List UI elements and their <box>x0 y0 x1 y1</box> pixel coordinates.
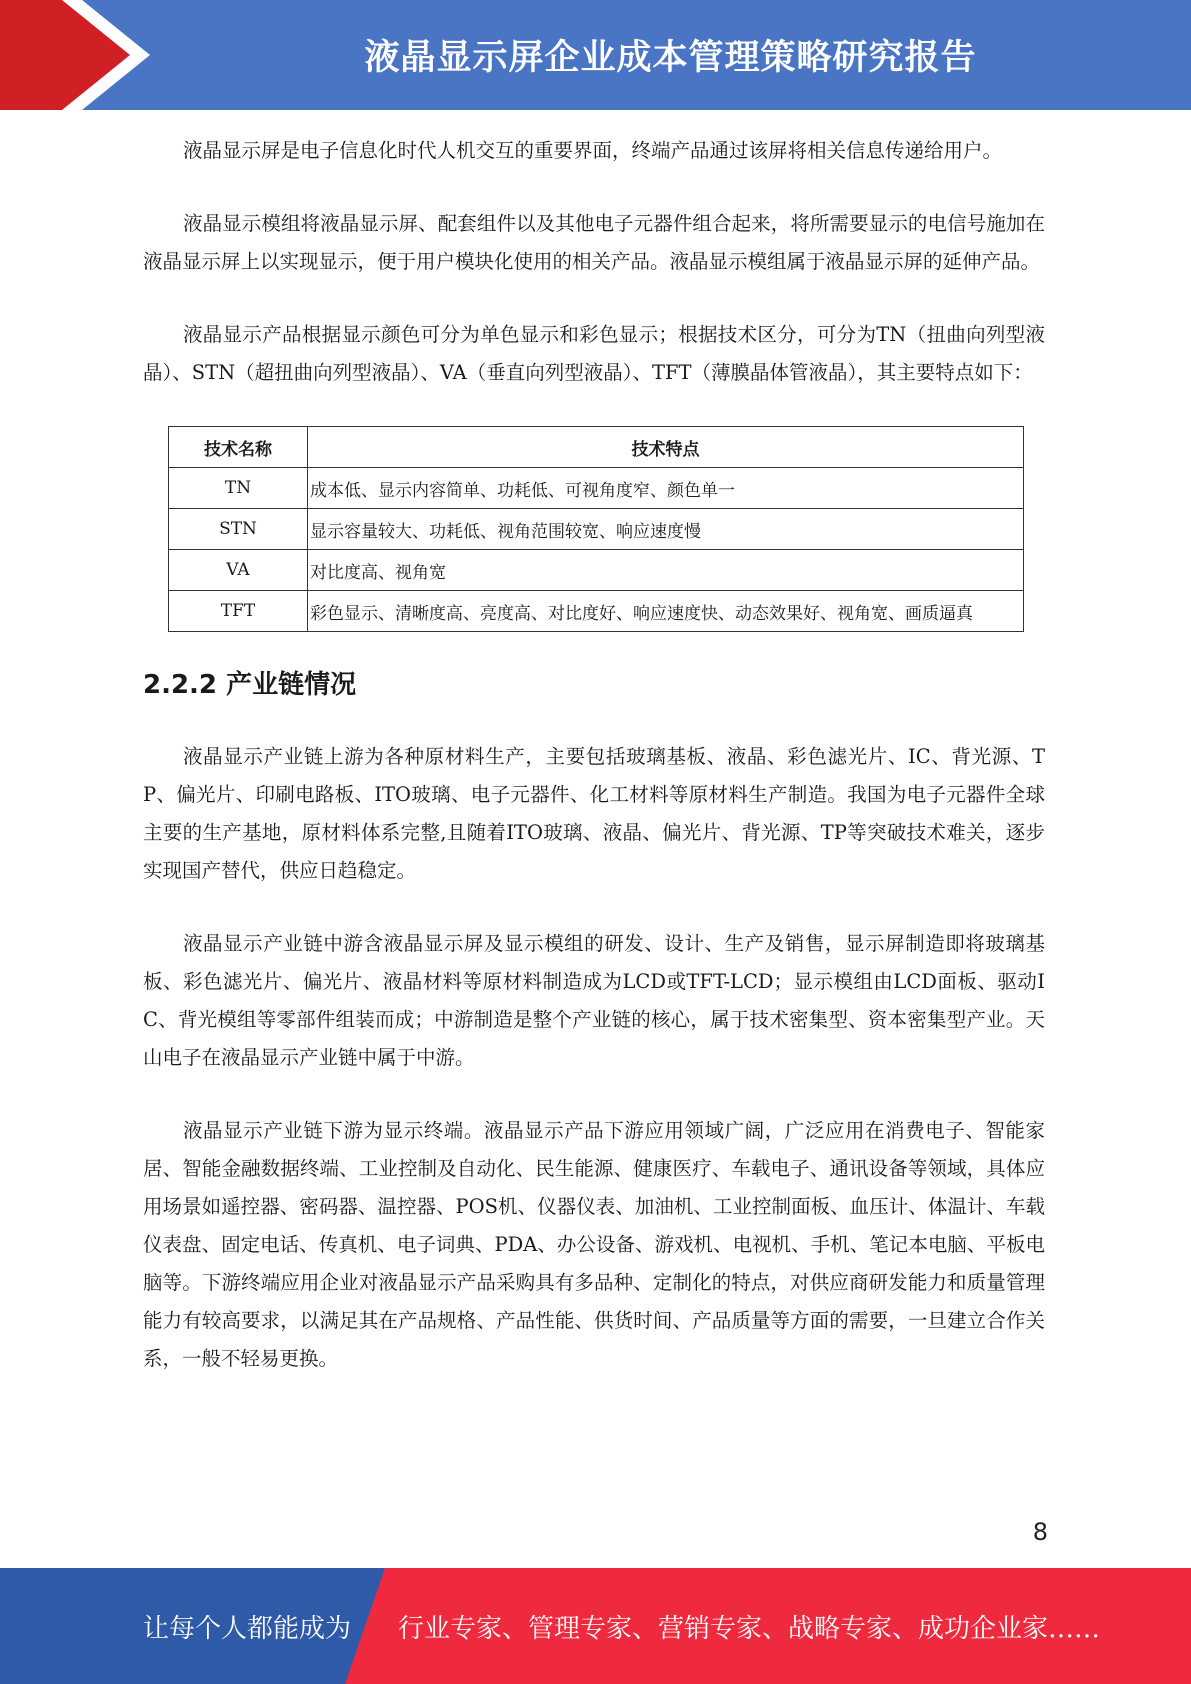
report-title: 液晶显示屏企业成本管理策略研究报告 <box>364 38 977 78</box>
table-cell-name: TFT <box>169 591 308 632</box>
table-cell-feature: 对比度高、视角宽 <box>308 550 1024 591</box>
section-heading: 2.2.2 产业链情况 <box>143 670 357 700</box>
intro-paragraph-2: 液晶显示模组将液晶显示屏、配套组件以及其他电子元器件组合起来，将所需要显示的电信号施加在液晶显示屏上以实现显示，便于用户模块化使用的相关产品。液晶显示模组属于液晶显示屏的延伸产品。 <box>143 212 1045 273</box>
table-header-feature: 技术特点 <box>308 427 1024 468</box>
intro-paragraph-3: 液晶显示产品根据显示颜色可分为单色显示和彩色显示；根据技术区分，可分为TN（扭曲向列型液晶）、STN（超扭曲向列型液晶）、VA（垂直向列型液晶）、TFT（薄膜晶体管液晶），其主要特点如下： <box>143 323 1045 384</box>
table-cell-feature: 彩色显示、清晰度高、亮度高、对比度好、响应速度快、动态效果好、视角宽、画质逼真 <box>308 591 1024 632</box>
page-number: 8 <box>1032 1518 1048 1546</box>
table-row <box>169 509 1024 550</box>
table-cell-feature: 显示容量较大、功耗低、视角范围较宽、响应速度慢 <box>308 509 1024 550</box>
table-cell-name: TN <box>169 468 308 509</box>
document-body <box>143 132 1045 1378</box>
table-header-name: 技术名称 <box>169 427 308 468</box>
intro-paragraph-1: 液晶显示屏是电子信息化时代人机交互的重要界面，终端产品通过该屏将相关信息传递给用户。 <box>183 139 1003 162</box>
section-paragraph-1: 液晶显示产业链上游为各种原材料生产，主要包括玻璃基板、液晶、彩色滤光片、IC、背光源、TP、偏光片、印刷电路板、ITO玻璃、电子元器件、化工材料等原材料生产制造。我国为电子元器件全球主要的生产基地，原材料体系完整,且随着ITO玻璃、液晶、偏光片、背光源、TP等突破技术难关，逐步实现国产替代，供应日趋稳定。 <box>143 745 1045 882</box>
footer-slogan-left: 让每个人都能成为 <box>143 1613 352 1644</box>
table-cell-name: STN <box>169 509 308 550</box>
technology-table <box>168 426 1024 632</box>
section-paragraph-3: 液晶显示产业链下游为显示终端。液晶显示产品下游应用领域广阔，广泛应用在消费电子、智能家居、智能金融数据终端、工业控制及自动化、民生能源、健康医疗、车载电子、通讯设备等领域，具体应用场景如遥控器、密码器、温控器、POS机、仪器仪表、加油机、工业控制面板、血压计、体温计、车载仪表盘、固定电话、传真机、电子词典、PDA、办公设备、游戏机、电视机、手机、笔记本电脑、平板电脑等。下游终端应用企业对液晶显示产品采购具有多品种、定制化的特点，对供应商研发能力和质量管理能力有较高要求，以满足其在产品规格、产品性能、供货时间、产品质量等方面的需要，一旦建立合作关系，一般不轻易更换。 <box>143 1119 1045 1370</box>
header-arrow-decoration <box>0 0 150 110</box>
table-cell-name: VA <box>169 550 308 591</box>
table-row <box>169 468 1024 509</box>
footer-banner <box>0 1568 1191 1684</box>
header-banner <box>0 0 1191 110</box>
table-row <box>169 591 1024 632</box>
section-paragraph-2: 液晶显示产业链中游含液晶显示屏及显示模组的研发、设计、生产及销售，显示屏制造即将玻璃基板、彩色滤光片、偏光片、液晶材料等原材料制造成为LCD或TFT-LCD；显示模组由LCD面板、驱动IC、背光模组等零部件组装而成；中游制造是整个产业链的核心，属于技术密集型、资本密集型产业。天山电子在液晶显示产业链中属于中游。 <box>143 932 1045 1069</box>
table-row <box>169 550 1024 591</box>
footer-slogan-right: 行业专家、管理专家、营销专家、战略专家、成功企业家…… <box>398 1613 1101 1644</box>
table-cell-feature: 成本低、显示内容简单、功耗低、可视角度窄、颜色单一 <box>308 468 1024 509</box>
table-header-row <box>169 427 1024 468</box>
